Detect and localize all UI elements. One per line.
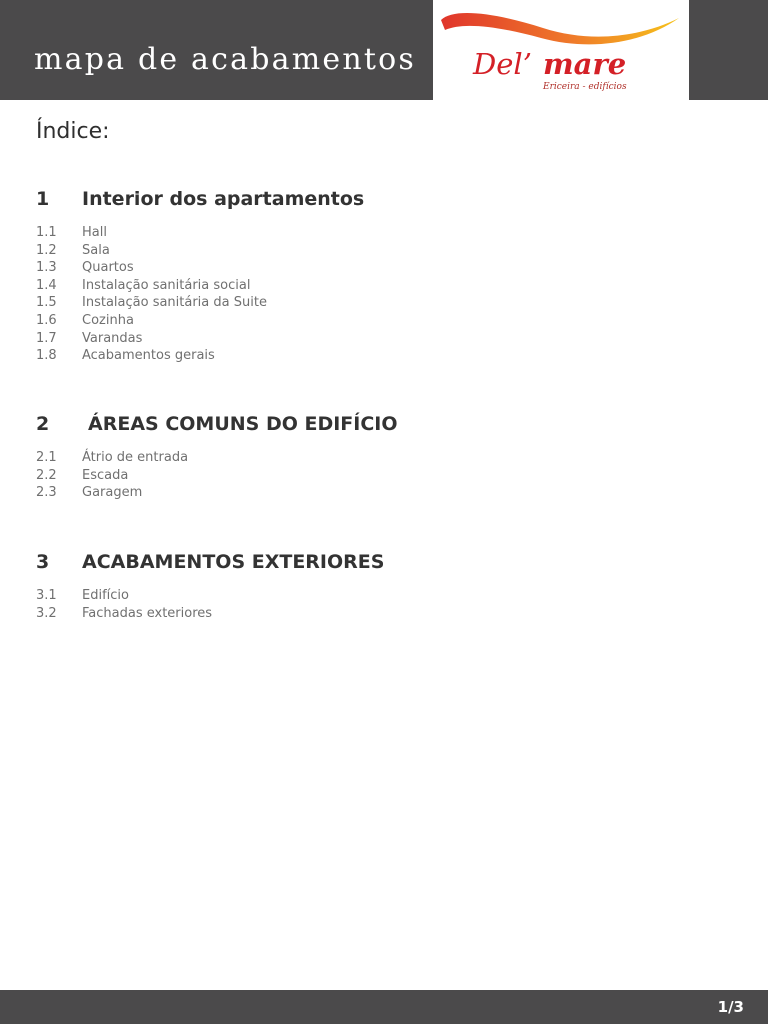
index-heading: Índice: [36, 119, 110, 144]
item-number: 3.1 [36, 588, 57, 603]
item-label: Quartos [82, 260, 134, 276]
item-label: Escada [82, 467, 129, 483]
item-number: 1.5 [36, 295, 57, 311]
header-bar [0, 0, 768, 100]
item-label: Varandas [82, 330, 143, 346]
toc-item [36, 605, 212, 623]
section-title: Interior dos apartamentos [82, 188, 365, 210]
delmare-logo-graphic [433, 0, 689, 100]
section-title: ACABAMENTOS EXTERIORES [82, 551, 385, 573]
item-number: 1.4 [36, 277, 57, 293]
toc-item [36, 224, 267, 242]
toc-item [36, 242, 267, 260]
item-label: Átrio de entrada [82, 450, 189, 465]
item-number: 1.2 [36, 242, 57, 258]
toc-item [36, 467, 188, 485]
item-number: 2.2 [36, 467, 57, 483]
item-number: 1.1 [36, 225, 57, 240]
item-label: Acabamentos gerais [82, 348, 215, 364]
section-number: 2 [36, 413, 50, 435]
toc-item [36, 484, 188, 502]
item-label: Hall [82, 225, 107, 240]
toc-item [36, 449, 188, 467]
item-number: 2.3 [36, 485, 57, 501]
section-item-list [36, 449, 188, 502]
item-label: Garagem [82, 485, 143, 501]
toc-item [36, 277, 267, 295]
delmare-logo [433, 0, 689, 100]
item-number: 1.3 [36, 260, 57, 276]
item-number: 2.1 [36, 450, 57, 465]
section-title: ÁREAS COMUNS DO EDIFÍCIO [88, 413, 398, 435]
logo-tagline: Ericeira - edifícios [543, 82, 627, 92]
toc-item [36, 294, 267, 312]
section-item-list [36, 587, 212, 622]
toc-item [36, 259, 267, 277]
item-number: 1.7 [36, 330, 57, 346]
item-number: 3.2 [36, 605, 57, 621]
section-number: 3 [36, 551, 50, 573]
toc-item [36, 587, 212, 605]
item-number: 1.8 [36, 348, 57, 364]
item-label: Fachadas exteriores [82, 605, 213, 621]
item-label: Instalação sanitária da Suite [82, 295, 267, 311]
item-number: 1.6 [36, 312, 57, 328]
toc-item [36, 347, 267, 365]
item-label: Instalação sanitária social [82, 277, 251, 293]
footer-bar [0, 990, 768, 1024]
logo-text-del: Del’ [473, 47, 532, 81]
document-title: mapa de acabamentos [34, 42, 416, 77]
page-number: 1/3 [717, 998, 744, 1016]
section-item-list [36, 224, 267, 365]
item-label: Edifício [82, 588, 129, 603]
item-label: Sala [82, 242, 110, 258]
section-number: 1 [36, 188, 50, 210]
logo-text-mare: mare [543, 47, 627, 81]
item-label: Cozinha [82, 312, 134, 328]
toc-item [36, 312, 267, 330]
toc-item [36, 330, 267, 348]
